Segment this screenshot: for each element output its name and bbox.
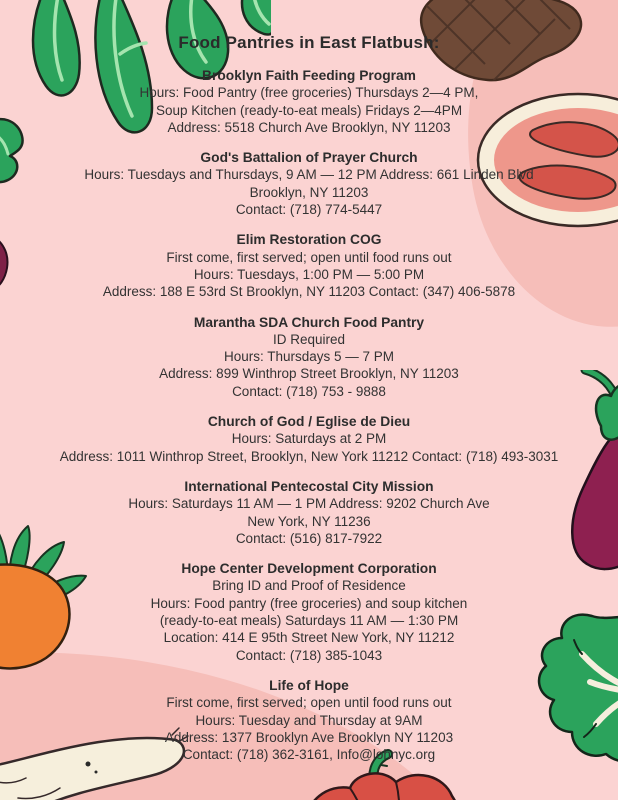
pantry-detail-line: Hours: Tuesdays and Thursdays, 9 AM — 12 PM Address: 661 Linden Blvd <box>84 167 534 183</box>
pantry-detail-line: Hours: Thursdays 5 — 7 PM <box>223 349 395 365</box>
pantry-name: Church of God / Eglise de Dieu <box>207 414 411 430</box>
pantry-section <box>30 478 588 547</box>
pantry-detail-line: Brooklyn, NY 11203 <box>249 184 369 200</box>
pantry-detail-line: First come, first served; open until food runs out <box>166 249 452 265</box>
pantry-detail-line: Bring ID and Proof of Residence <box>212 578 406 594</box>
page-title: Food Pantries in East Flatbush: <box>178 33 440 52</box>
pantry-detail-line: Contact: (516) 817-7922 <box>235 530 383 546</box>
pantry-detail-line: Soup Kitchen (ready-to-eat meals) Fridays 2—4PM <box>155 102 463 118</box>
pantry-detail-line: Address: 5518 Church Ave Brooklyn, NY 11203 <box>167 119 451 135</box>
pantry-section <box>30 67 588 136</box>
pantry-detail-line: Contact: (718) 385-1043 <box>235 647 383 663</box>
pantry-detail-line: Contact: (718) 774-5447 <box>235 202 383 218</box>
pantry-name: Life of Hope <box>269 677 349 693</box>
pantry-section <box>30 149 588 218</box>
pantry-detail-line: Contact: (718) 753 - 9888 <box>232 383 386 399</box>
pantry-detail-line: Location: 414 E 95th Street New York, NY 11212 <box>163 630 455 646</box>
pantry-detail-line: ID Required <box>272 331 346 347</box>
pantry-detail-line: Address: 188 E 53rd St Brooklyn, NY 11203 Contact: (347) 406-5878 <box>102 284 516 300</box>
pantry-detail-line: Contact: (718) 362-3161, Info@lohnyc.org <box>182 747 436 763</box>
pantry-section <box>30 413 588 465</box>
pantry-name: Elim Restoration COG <box>236 232 382 248</box>
pantry-detail-line: Address: 899 Winthrop Street Brooklyn, NY 11203 <box>159 366 459 382</box>
pantry-detail-line: Hours: Tuesday and Thursday at 9AM <box>195 712 423 728</box>
pantry-section <box>30 677 588 763</box>
pantry-section <box>30 560 588 664</box>
pantry-detail-line: First come, first served; open until food runs out <box>166 695 452 711</box>
pantry-section <box>30 314 588 400</box>
pantry-name: Marantha SDA Church Food Pantry <box>193 314 425 330</box>
pantry-detail-line: Hours: Saturdays at 2 PM <box>231 431 387 447</box>
pantry-name: Hope Center Development Corporation <box>181 561 437 577</box>
pantry-name: International Pentecostal City Mission <box>184 478 434 494</box>
pantry-detail-line: Address: 1011 Winthrop Street, Brooklyn, New York 11212 Contact: (718) 493-3031 <box>59 448 559 464</box>
pantry-detail-line: Hours: Food pantry (free groceries) and soup kitchen <box>150 595 468 611</box>
pantry-detail-line: New York, NY 11236 <box>247 513 371 529</box>
pantry-detail-line: Hours: Tuesdays, 1:00 PM — 5:00 PM <box>193 266 425 282</box>
pantry-detail-line: Address: 1377 Brooklyn Ave Brooklyn NY 11203 <box>164 729 454 745</box>
pantry-name: God's Battalion of Prayer Church <box>200 150 418 166</box>
pantry-section <box>30 231 588 300</box>
pantry-detail-line: (ready-to-eat meals) Saturdays 11 AM — 1:30 PM <box>159 613 459 629</box>
pantry-detail-line: Hours: Saturdays 11 AM — 1 PM Address: 9202 Church Ave <box>128 496 490 512</box>
pantry-detail-line: Hours: Food Pantry (free groceries) Thursdays 2—4 PM, <box>139 85 479 101</box>
pantry-name: Brooklyn Faith Feeding Program <box>202 68 416 83</box>
